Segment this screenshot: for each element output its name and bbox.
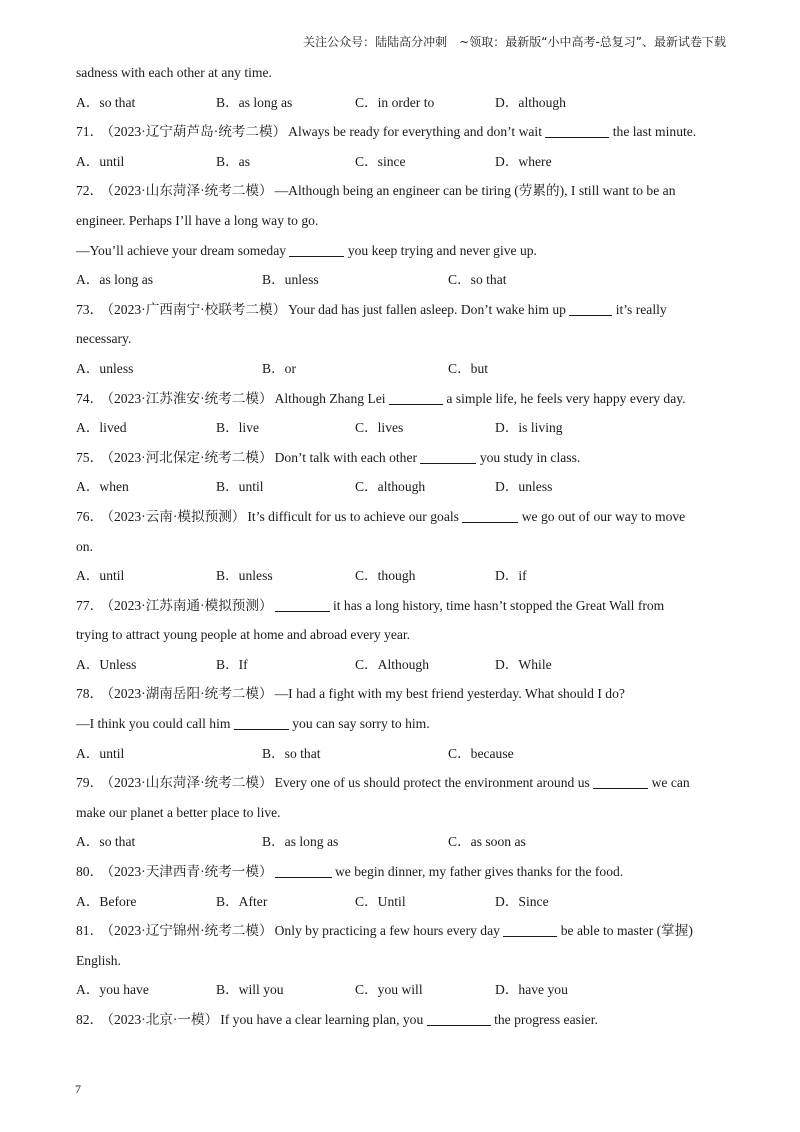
question-number: 71． [76, 124, 104, 140]
options-row [76, 354, 726, 384]
question-text-after: you keep trying and never give up. [344, 242, 537, 258]
question-text-after: the last minute. [609, 124, 697, 140]
question-source: （2023·山东菏泽·统考二模） [107, 183, 273, 199]
options-row [76, 827, 726, 857]
option-a[interactable]: A．so that [76, 834, 136, 850]
question-77 [76, 591, 726, 680]
options-row [76, 413, 726, 443]
question-text: —I had a fight with my best friend yesterday. What should I do? [274, 686, 625, 702]
answer-blank[interactable] [275, 863, 332, 878]
option-a[interactable]: A．unless [76, 360, 134, 376]
question-source: （2023·湖南岳阳·统考二模） [107, 686, 273, 702]
option-a[interactable]: A．when [76, 479, 129, 495]
question-line [76, 324, 726, 354]
options-row [76, 975, 726, 1005]
options-row [76, 739, 726, 769]
option-b[interactable]: B．live [216, 420, 260, 436]
answer-blank[interactable] [462, 508, 518, 523]
question-text: —Although being an engineer can be tiring (劳累的), I still want to be an [274, 183, 676, 199]
question-73 [76, 295, 726, 384]
question-79 [76, 768, 726, 857]
question-line [76, 620, 726, 650]
option-d[interactable]: D．if [495, 568, 527, 584]
answer-blank[interactable] [389, 390, 443, 405]
option-d[interactable]: D．unless [495, 479, 553, 495]
question-80 [76, 857, 726, 916]
question-text: make our planet a better place to live. [76, 804, 281, 820]
question-text: Don’t talk with each other [274, 449, 421, 465]
question-text-after: a simple life, he feels very happy every day. [442, 390, 686, 406]
question-text: —You’ll achieve your dream someday [76, 242, 290, 258]
question-number: 73． [76, 301, 104, 317]
option-c[interactable]: C．though [355, 568, 416, 584]
question-line [76, 1005, 726, 1035]
question-line [76, 206, 726, 236]
question-text: Every one of us should protect the environment around us [274, 775, 594, 791]
option-c[interactable]: C．although [355, 479, 426, 495]
option-c[interactable]: C．you will [355, 982, 423, 998]
question-text: It’s difficult for us to achieve our goals [247, 508, 463, 524]
option-a[interactable]: A．you have [76, 982, 149, 998]
question-line [76, 236, 726, 266]
question-source: （2023·广西南宁·校联考二模） [107, 301, 287, 317]
option-b[interactable]: B．unless [216, 568, 273, 584]
question-text-after: the progress easier. [490, 1012, 598, 1027]
option-a[interactable]: A．so that [76, 94, 136, 110]
option-b[interactable]: B．so that [262, 745, 321, 761]
question-line [76, 946, 726, 976]
option-a[interactable]: A．as long as [76, 272, 154, 288]
question-source: （2023·云南·模拟预测） [107, 508, 246, 524]
answer-blank[interactable] [593, 774, 648, 789]
question-line [76, 295, 726, 325]
question-76 [76, 502, 726, 591]
option-d[interactable]: D．have you [495, 982, 568, 998]
question-line [76, 916, 726, 946]
question-75 [76, 443, 726, 502]
page-number: 7 [75, 1082, 81, 1096]
question-number: 74． [76, 390, 104, 406]
question-line [76, 709, 726, 739]
option-d[interactable]: D．although [495, 94, 566, 110]
question-text-after: we go out of our way to move [518, 508, 686, 524]
answer-blank[interactable] [569, 301, 612, 316]
options-row [76, 472, 726, 502]
option-b[interactable]: B．unless [262, 272, 319, 288]
answer-blank[interactable] [420, 449, 476, 464]
options-row [76, 887, 726, 917]
question-line [76, 679, 726, 709]
question-line [76, 798, 726, 828]
option-b[interactable]: B．or [262, 360, 296, 376]
question-number: 81． [76, 923, 104, 939]
options-row [76, 88, 726, 118]
question-82 [76, 1005, 726, 1035]
question-source: （2023·辽宁葫芦岛·统考二模） [107, 124, 287, 140]
answer-blank[interactable] [503, 922, 557, 937]
question-line [76, 176, 726, 206]
question-text: If you have a clear learning plan, you [220, 1012, 427, 1027]
option-b[interactable]: B．After [216, 893, 268, 909]
answer-blank[interactable] [275, 597, 330, 612]
question-line [76, 117, 726, 147]
option-a[interactable]: A．until [76, 745, 125, 761]
option-c[interactable]: C．so that [448, 272, 507, 288]
question-line [76, 502, 726, 532]
options-row [76, 650, 726, 680]
option-d[interactable]: D．where [495, 153, 552, 169]
option-d[interactable]: D．is living [495, 420, 563, 436]
question-74 [76, 384, 726, 443]
question-line [76, 443, 726, 473]
option-a[interactable]: A．lived [76, 420, 127, 436]
question-text: English. [76, 952, 121, 968]
question-text-after: we can [648, 775, 690, 791]
question-number: 75． [76, 449, 104, 465]
question-text: Always be ready for everything and don’t wait [288, 124, 546, 140]
question-line [76, 768, 726, 798]
options-row [76, 561, 726, 591]
page-header: 关注公众号：陆陆高分冲刺 ~领取：最新版“小中高考-总复习”、最新试卷下载 [303, 35, 726, 49]
option-c[interactable]: C．Until [355, 893, 406, 909]
question-list [76, 58, 726, 1035]
option-c[interactable]: C．lives [355, 420, 404, 436]
question-text: Although Zhang Lei [274, 390, 389, 406]
question-source: （2023·河北保定·统考二模） [107, 449, 273, 465]
options-row [76, 265, 726, 295]
question-line [76, 857, 726, 887]
question-number: 80． [76, 864, 104, 880]
options-row [76, 147, 726, 177]
question-source: （2023·辽宁锦州·统考二模） [107, 923, 273, 939]
question-number: 76． [76, 508, 104, 524]
answer-blank[interactable] [545, 123, 609, 138]
question-78 [76, 679, 726, 768]
answer-blank[interactable] [234, 715, 289, 730]
option-d[interactable]: D．While [495, 656, 552, 672]
question-text: on. [76, 538, 93, 554]
answer-blank[interactable] [427, 1011, 491, 1026]
option-c[interactable]: C．but [448, 360, 489, 376]
question-text-after: you can say sorry to him. [288, 716, 430, 732]
question-text-after: you study in class. [476, 449, 581, 465]
question-text: necessary. [76, 331, 132, 347]
option-a[interactable]: A．until [76, 153, 125, 169]
question-number: 82． [76, 1012, 104, 1027]
question-source: （2023·天津西青·统考一模） [107, 864, 273, 880]
question-text: Your dad has just fallen asleep. Don’t wake him up [288, 301, 570, 317]
option-c[interactable]: C．as soon as [448, 834, 526, 850]
question-number: 77． [76, 597, 104, 613]
question-text-after: we begin dinner, my father gives thanks for the food. [331, 864, 624, 880]
option-b[interactable]: B．as long as [216, 94, 293, 110]
option-c[interactable]: C．since [355, 153, 406, 169]
question-71 [76, 117, 726, 176]
question-text: Only by practicing a few hours every day [274, 923, 504, 939]
option-b[interactable]: B．will you [216, 982, 284, 998]
option-c[interactable]: C．in order to [355, 94, 435, 110]
question-72 [76, 176, 726, 294]
option-a[interactable]: A．Before [76, 893, 137, 909]
question-text-after: it’s really [612, 301, 667, 317]
question-source: （2023·北京·一模） [107, 1012, 219, 1027]
continuation-text: sadness with each other at any time. [76, 65, 272, 80]
answer-blank[interactable] [289, 242, 344, 257]
question-line [76, 384, 726, 414]
question-number: 79． [76, 775, 104, 791]
question-line [76, 532, 726, 562]
question-number: 72． [76, 183, 104, 199]
question-line [76, 591, 726, 621]
question-text: —I think you could call him [76, 716, 234, 732]
option-a[interactable]: A．until [76, 568, 125, 584]
option-c[interactable]: C．because [448, 745, 514, 761]
question-text: trying to attract young people at home and abroad every year. [76, 627, 411, 643]
option-b[interactable]: B．until [216, 479, 264, 495]
question-source: （2023·江苏南通·模拟预测） [107, 597, 273, 613]
option-d[interactable]: D．Since [495, 893, 549, 909]
option-c[interactable]: C．Although [355, 656, 430, 672]
question-source: （2023·江苏淮安·统考二模） [107, 390, 273, 406]
question-text-after: be able to master (掌握) [557, 923, 693, 939]
question-text-after: it has a long history, time hasn’t stopped the Great Wall from [329, 597, 665, 613]
option-b[interactable]: B．If [216, 656, 248, 672]
option-b[interactable]: B．as [216, 153, 250, 169]
option-b[interactable]: B．as long as [262, 834, 339, 850]
question-81 [76, 916, 726, 1005]
question-source: （2023·山东菏泽·统考二模） [107, 775, 273, 791]
option-a[interactable]: A．Unless [76, 656, 137, 672]
question-text: engineer. Perhaps I’ll have a long way to go. [76, 212, 319, 228]
question-number: 78． [76, 686, 104, 702]
